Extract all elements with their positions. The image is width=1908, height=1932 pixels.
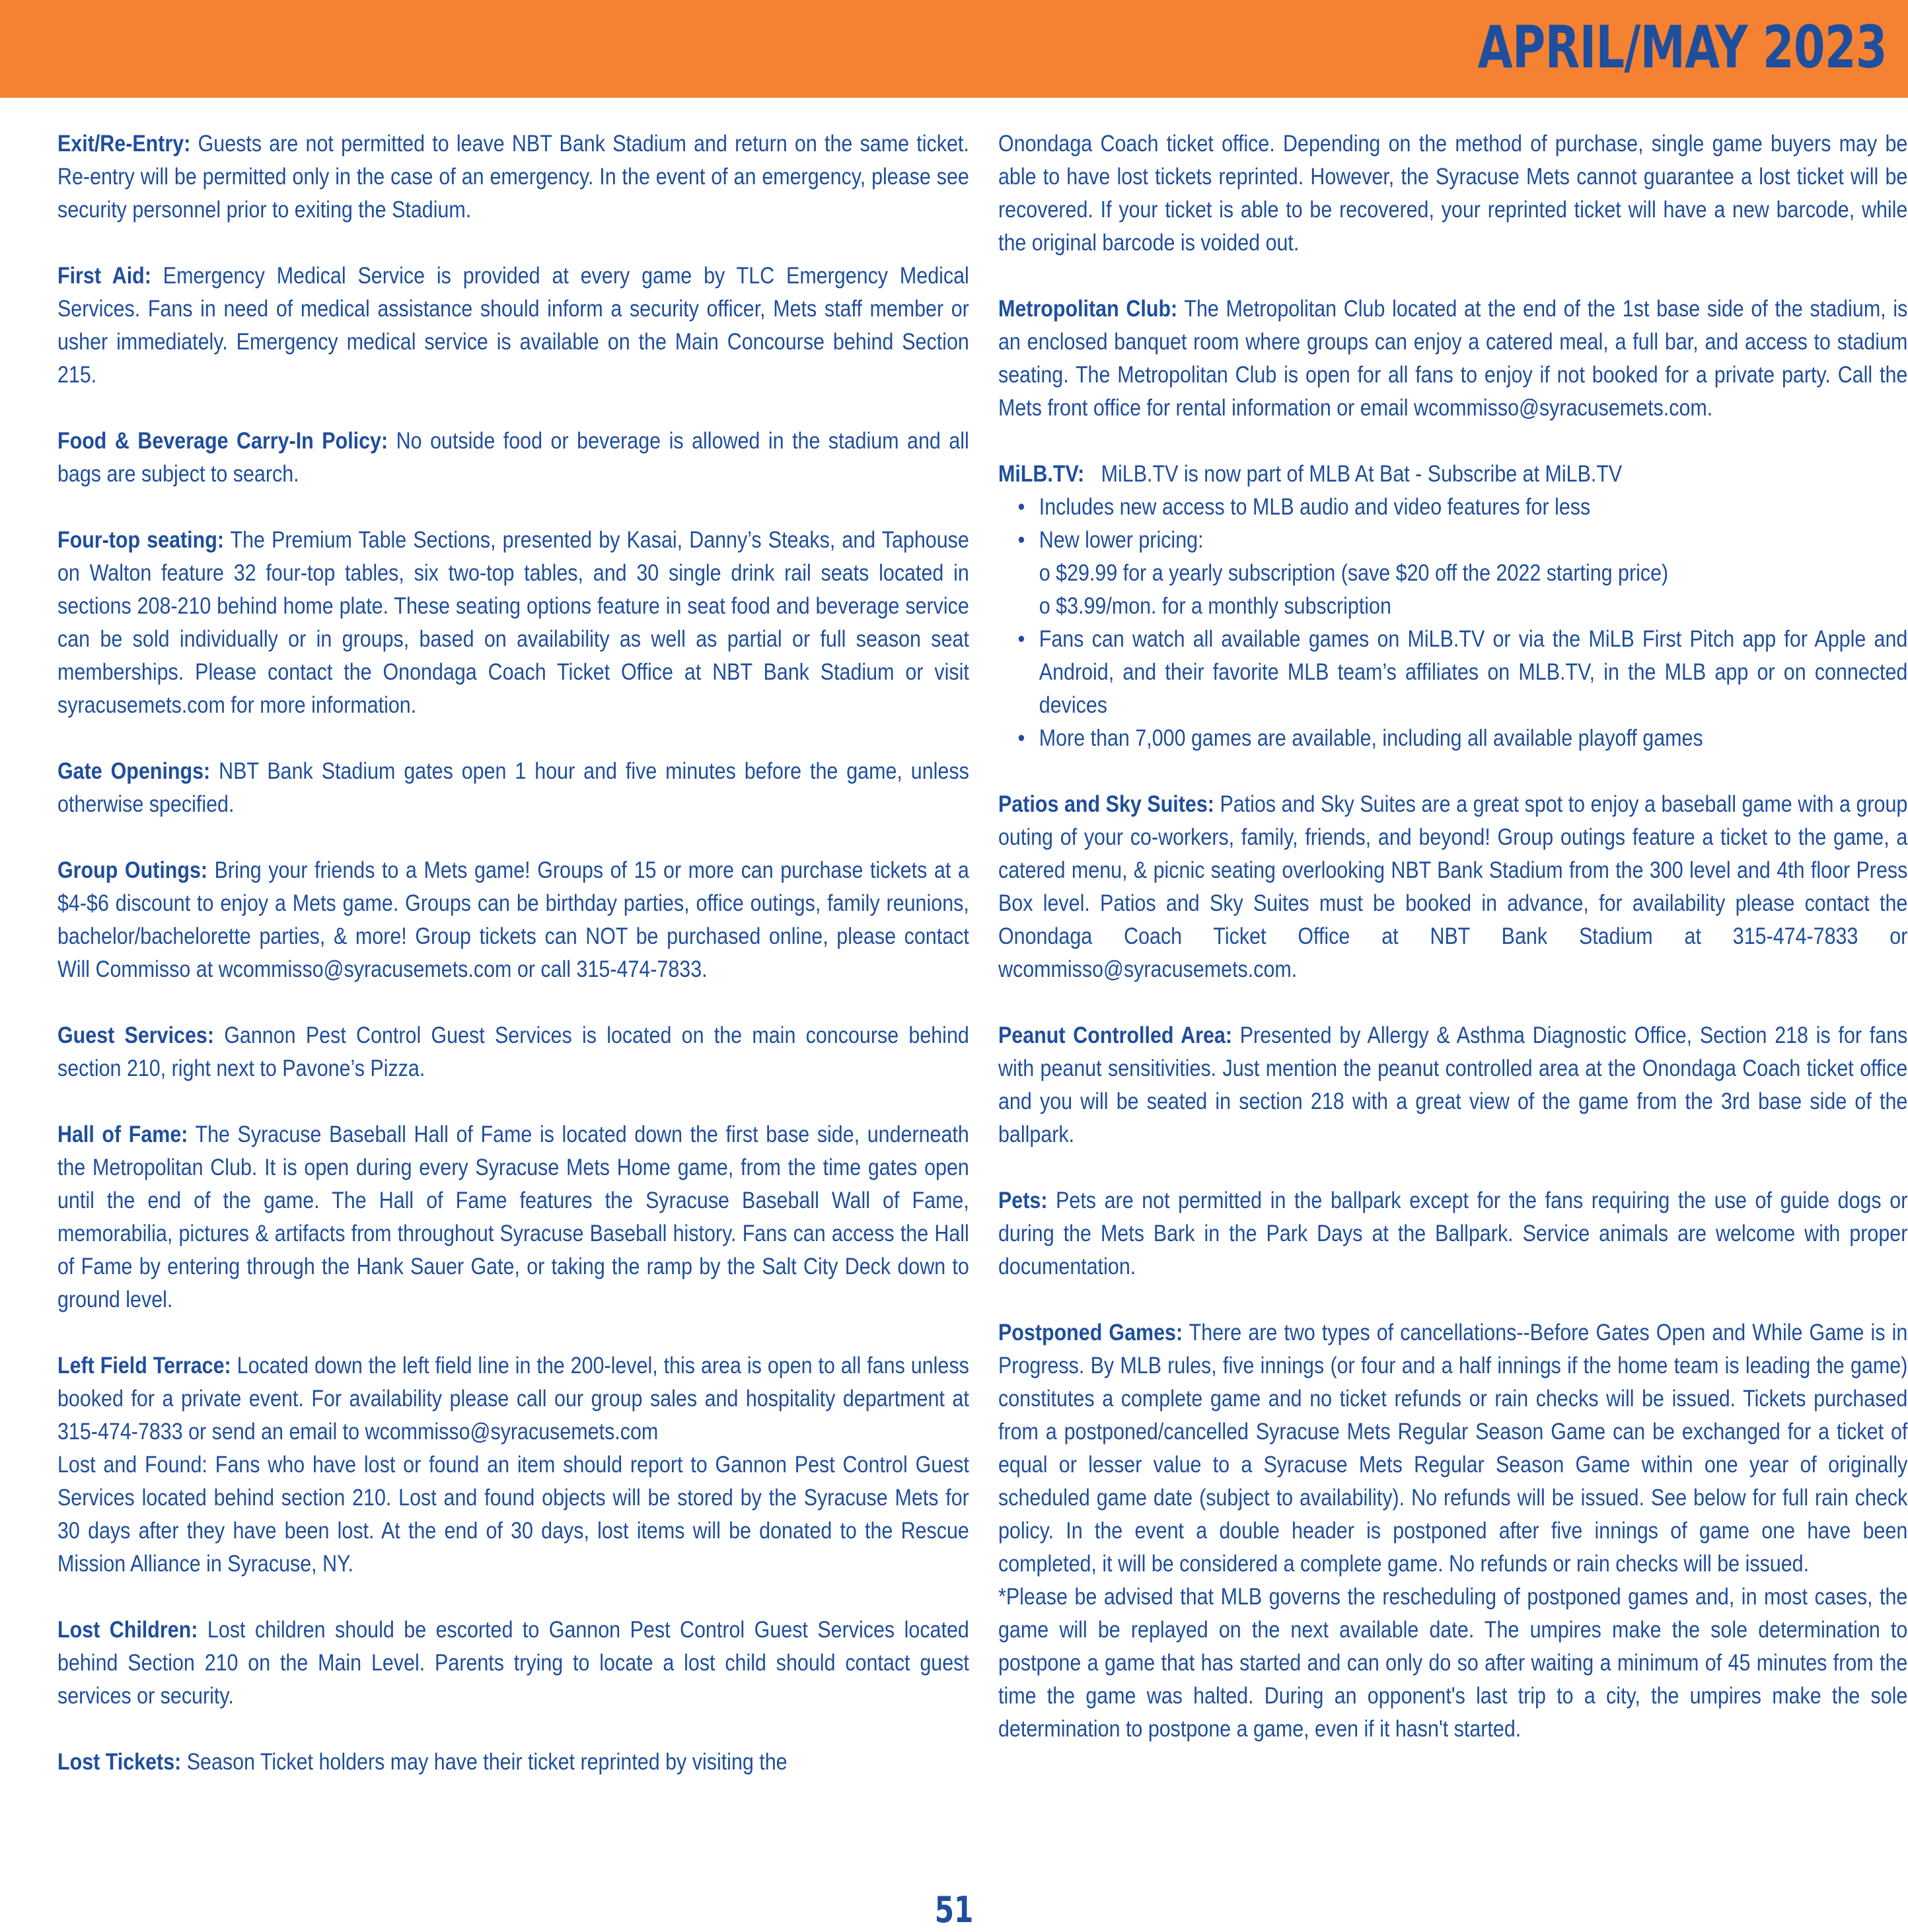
gate-openings-heading: Gate Openings: [57,758,211,784]
guest-services-text: Gannon Pest Control Guest Services is located on the main concourse behind section 210, right next to Pavone’s Pizza. [57,1022,969,1081]
lost-children-heading: Lost Children: [57,1617,198,1643]
four-top-heading: Four-top seating: [57,527,224,553]
first-aid-heading: First Aid: [57,263,151,289]
exit-reentry-text: Guests are not permitted to leave NBT Bank Stadium and return on the same ticket. Re-entry will be permitted only in the case of an emergency. In the event of an emergency, please see security personnel prior to exiting the Stadium. [57,131,969,223]
milb-tv-intro [998,458,1907,491]
group-outings-heading: Group Outings: [57,857,208,883]
gate-openings-text: NBT Bank Stadium gates open 1 hour and five minutes before the game, unless otherwise specified. [57,758,969,817]
page-number: 51 [934,1889,974,1931]
patios-section [998,788,1907,986]
postponed-games-heading: Postponed Games: [998,1320,1183,1345]
left-column [57,127,969,1812]
left-field-terrace-section [57,1349,969,1449]
peanut-area-section [998,1019,1907,1151]
metropolitan-club-section [998,293,1907,425]
lost-children-section [57,1614,969,1713]
lost-and-found-section: Lost and Found: Fans who have lost or found an item should report to Gannon Pest Control Guest Services located behind section 210. Lost and found objects will be stored by the Syracuse Mets for 30 days after they have been lost. At the end of 30 days, lost items will be donated to the Rescue Mission Alliance in Syracuse, NY. [57,1452,969,1577]
milb-tv-list [998,491,1907,557]
four-top-text: The Premium Table Sections, presented by Kasai, Danny’s Steaks, and Taphouse on Walton feature 32 four-top tables, six two-top tables, and 30 single drink rail seats located in sections 208-210 behind home plate. These seating options feature in seat food and beverage service can be sold individually or in groups, based on availability as well as partial or full season seat memberships. Please contact the Onondaga Coach Ticket Office at NBT Bank Stadium or visit syracusemets.com for more information. [57,527,969,718]
hall-of-fame-section [57,1118,969,1316]
four-top-section [57,524,969,722]
right-column [998,127,1907,1746]
guest-services-section [57,1019,969,1085]
food-policy-section [57,425,969,491]
pricing-monthly: o $3.99/mon. for a monthly subscription [1039,593,1391,619]
header-bar [0,0,1908,98]
milb-tv-text: MiLB.TV is now part of MLB At Bat - Subscribe at MiLB.TV [1084,461,1623,487]
list-item: • Fans can watch all available games on MiLB.TV or via the MiLB First Pitch app for Apple and Android, and their favorite MLB team’s affiliates on MLB.TV, in the MLB app or on connected devices [1039,623,1908,722]
postponed-advisory: *Please be advised that MLB governs the rescheduling of postponed games and, in most cases, the game will be replayed on the next available date. The umpires make the sole determination to postpone a game that has started and can only do so after waiting a minimum of 45 minutes from the time the game was halted. During an opponent's last trip to a city, the umpires make the sole determination to postpone a game, even if it hasn't started. [998,1584,1908,1742]
pricing-label: New lower pricing: [1039,527,1204,553]
exit-reentry-section [57,127,969,227]
list-item [1039,524,1908,557]
milb-tv-section [998,458,1907,755]
group-outings-section [57,854,969,986]
first-aid-section [57,260,969,392]
hall-of-fame-heading: Hall of Fame: [57,1122,188,1147]
pets-section [998,1184,1907,1283]
metropolitan-club-heading: Metropolitan Club: [998,296,1178,322]
pricing-yearly: o $29.99 for a yearly subscription (save $20 off the 2022 starting price) [1039,560,1669,586]
guest-services-heading: Guest Services: [57,1022,214,1048]
milb-tv-heading: MiLB.TV: [998,461,1085,487]
hall-of-fame-text: The Syracuse Baseball Hall of Fame is located down the first base side, underneath the Metropolitan Club. It is open during every Syracuse Mets Home game, from the time gates open until the end of the game. The Hall of Fame features the Syracuse Baseball Wall of Fame, memorabilia, pictures & artifacts from throughout Syracuse Baseball history. Fans can access the Hall of Fame by entering through the Hank Sauer Gate, or taking the ramp by the Salt City Deck down to ground level. [57,1122,969,1312]
patios-heading: Patios and Sky Suites: [998,791,1214,817]
lost-tickets-continued: Onondaga Coach ticket office. Depending on the method of purchase, single game buyers may be able to have lost tickets reprinted. However, the Syracuse Mets cannot guarantee a lost ticket will be recovered. If your ticket is able to be recovered, your reprinted ticket will have a new barcode, while the original barcode is voided out. [998,131,1908,256]
lost-tickets-heading: Lost Tickets: [57,1749,182,1775]
pets-heading: Pets: [998,1188,1048,1213]
postponed-games-text: There are two types of cancellations--Before Gates Open and While Game is in Progress. By MLB rules, five innings (or four and a half innings if the home team is leading the game) constitutes a complete game and no ticket refunds or rain checks will be issued. Tickets purchased from a postponed/cancelled Syracuse Mets Regular Season Game can be exchanged for a ticket of equal or lesser value to a Syracuse Mets Regular Season Game within one year of originally scheduled game date (subject to availability). No refunds will be issued. See below for full rain check policy. In the event a double header is postponed after five innings of game one have been completed, it will be considered a complete game. No refunds or rain checks will be issued. [998,1320,1908,1577]
milb-tv-list-continued [998,623,1907,755]
pets-text: Pets are not permitted in the ballpark except for the fans requiring the use of guide dogs or during the Mets Bark in the Park Days at the Ballpark. Service animals are welcome with proper documentation. [998,1188,1908,1279]
first-aid-text: Emergency Medical Service is provided at every game by TLC Emergency Medical Services. Fans in need of medical assistance should inform a security officer, Mets staff member or usher immediately. Emergency medical service is available on the Main Concourse behind Section 215. [57,263,969,388]
food-policy-heading: Food & Beverage Carry-In Policy: [57,428,388,454]
lost-tickets-text: Season Ticket holders may have their ticket reprinted by visiting the [181,1749,788,1775]
group-outings-text: Bring your friends to a Mets game! Groups of 15 or more can purchase tickets at a $4-$6 discount to enjoy a Mets game. Groups can be birthday parties, office outings, family reunions, bachelor/bachelorette parties, & more! Group tickets can NOT be purchased online, please contact Will Commisso at wcommisso@syracusemets.com or call 315-474-7833. [57,857,969,982]
exit-reentry-heading: Exit/Re-Entry: [57,131,191,157]
list-item: • More than 7,000 games are available, including all available playoff games [1039,722,1908,755]
gate-openings-section [57,755,969,821]
lost-children-text: Lost children should be escorted to Gannon Pest Control Guest Services located behind Section 210 on the Main Level. Parents trying to locate a lost child should contact guest services or security. [57,1617,969,1709]
issue-title: APRIL/MAY 2023 [1477,13,1887,81]
lost-tickets-section [57,1746,969,1779]
left-field-terrace-text: Located down the left field line in the 200-level, this area is open to all fans unless booked for a private event. For availability please call our group sales and hospitality department at 315-474-7833 or send an email to wcommisso@syracusemets.com [57,1353,969,1445]
postponed-games-section [998,1316,1907,1581]
metropolitan-club-text: The Metropolitan Club located at the end of the 1st base side of the stadium, is an enclosed banquet room where groups can enjoy a catered meal, a full bar, and access to stadium seating. The Metropolitan Club is open for all fans to enjoy if not booked for a private party. Call the Mets front office for rental information or email wcommisso@syracusemets.com. [998,296,1908,421]
patios-text: Patios and Sky Suites are a great spot to enjoy a baseball game with a group outing of your co-workers, family, friends, and beyond! Group outings feature a ticket to the game, a catered menu, & picnic seating overlooking NBT Bank Stadium from the 300 level and 4th floor Press Box level. Patios and Sky Suites must be booked in advance, for availability please contact the Onondaga Coach Ticket Office at NBT Bank Stadium at 315-474-7833 or wcommisso@syracusemets.com. [998,791,1908,982]
list-item: • Includes new access to MLB audio and video features for less [1039,491,1908,524]
food-policy-text: No outside food or beverage is allowed in the stadium and all bags are subject to search. [57,428,969,487]
peanut-area-heading: Peanut Controlled Area: [998,1022,1232,1048]
left-field-terrace-heading: Left Field Terrace: [57,1353,231,1378]
peanut-area-text: Presented by Allergy & Asthma Diagnostic Office, Section 218 is for fans with peanut sensitivities. Just mention the peanut controlled area at the Onondaga Coach ticket office and you will be seated in section 218 with a great view of the game from the 3rd base side of the ballpark. [998,1022,1908,1147]
